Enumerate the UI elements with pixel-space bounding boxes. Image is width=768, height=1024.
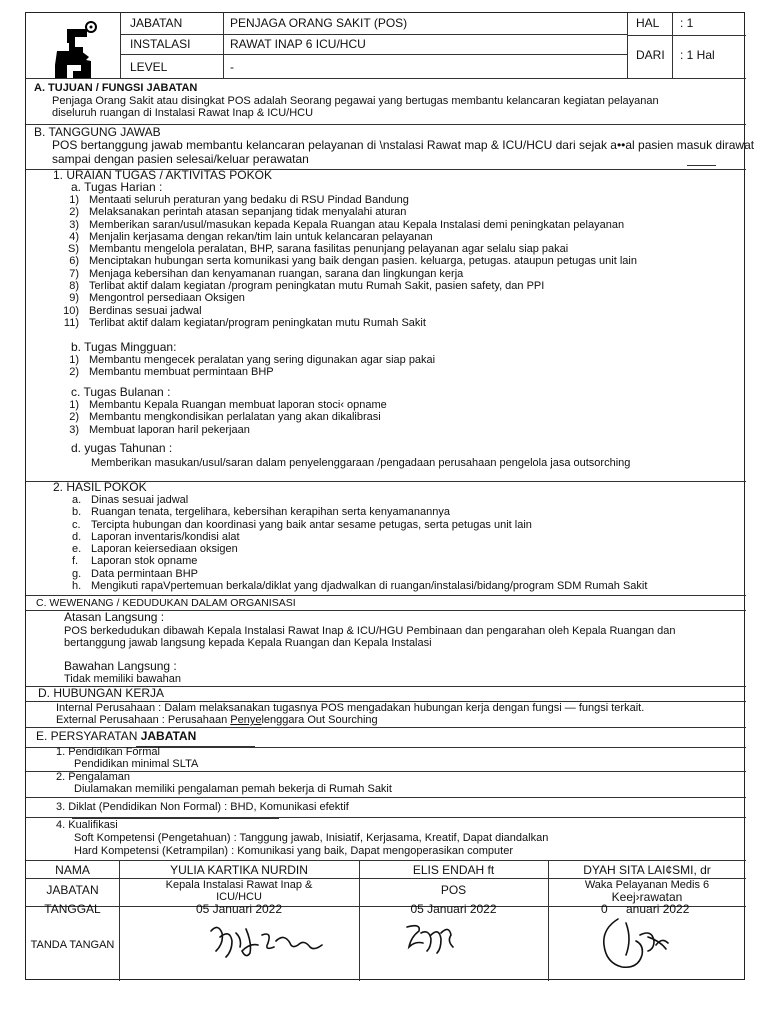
- col3-jabatan-line1: Waka Pelayanan Medis 6: [584, 879, 710, 891]
- pendidikan-formal-title: 1. Pendidikan Formal: [56, 746, 160, 758]
- col3-tanggal-a: 0: [601, 902, 608, 916]
- atasan-langsung-line-2: bertanggung jawab langsung kepada Kepala Ruangan dan Kepala Instalasi: [64, 637, 432, 649]
- uraian-tugas-title: 1. URAIAN TUGAS / AKTIVITAS POKOK: [53, 168, 272, 182]
- col1-jabatan-line2: ICU/HCU: [216, 891, 262, 903]
- list-item-text: Membantu mengelola peralatan, BHP, sarana fasilitas penunjang pelayanan agar selalu siap pakai: [89, 243, 569, 256]
- list-item-text: Membantu membuat permintaan BHP: [89, 366, 274, 379]
- col3-tanggal-b: anuari 2022: [626, 902, 690, 916]
- list-item-text: Membuat laporan haril pekerjaan: [89, 423, 250, 436]
- col1-jabatan-line1: Kepala Instalasi Rawat Inap &: [165, 879, 313, 891]
- atasan-langsung-line-1: POS berkedudukan dibawah Kepala Instalasi Rawat Inap & ICU/HGU Pembinaan dan pengarahan oleh Kepala Ruangan dan: [64, 625, 676, 637]
- list-item-text: Terlibat aktif dalam kegiatan /program peningkatan mutu Rumah Sakit, pasien safety, dan PPI: [89, 280, 545, 293]
- jabatan-value: PENJAGA ORANG SAKIT (POS): [230, 16, 408, 30]
- list-item-text: Menciptakan hubungan serta komunikasi yang baik dengan pasien. keluarga, petugas. ataupun petugas unit lain: [89, 255, 637, 268]
- list-item-text: Laporan inventaris/kondisi alat: [91, 530, 240, 543]
- list-item-marker: 8): [69, 280, 79, 293]
- section-e-title: E. PERSYARATAN JABATAN: [36, 729, 197, 743]
- instalasi-label: INSTALASI: [130, 37, 191, 51]
- hospital-logo-icon: [45, 21, 103, 79]
- col2-jabatan: POS: [440, 883, 467, 897]
- list-item-marker: 2): [69, 366, 79, 379]
- nama-label: NAMA: [55, 863, 90, 877]
- list-item: [52, 411, 387, 423]
- list-item-marker: c.: [72, 518, 81, 531]
- tanggung-jawab-line-2: sampai dengan pasien selesai/keluar perawatan: [52, 152, 309, 166]
- tujuan-line-2: diseluruh ruangan di Instalasi Rawat Inap & ICU/HCU: [52, 107, 314, 119]
- tugas-harian-list: [52, 194, 637, 329]
- list-item: [52, 255, 637, 267]
- list-item-marker: 1): [69, 354, 79, 366]
- tugas-bulanan-title: c. Tugas Bulanan :: [71, 385, 171, 399]
- list-item: [52, 354, 435, 366]
- list-item-text: Memberikan saran/usul/masukan kepada Kepala Ruangan atau Kepala Instalasi demi peningkatan pelayanan: [89, 218, 625, 231]
- list-item-marker: 11): [63, 316, 79, 329]
- list-item-text: Membantu mengecek peralatan yang sering digunakan agar siap pakai: [89, 354, 436, 366]
- list-item: [52, 366, 435, 378]
- tanggung-jawab-line-1: POS bertanggung jawab membantu kelancaran pelayanan di \nstalasi Rawat map & ICU/HCU dari sejak a••al pasien masuk dirawat: [52, 138, 755, 152]
- pengalaman-text: Diulamakan memiliki pengalaman pemah bekerja di Rumah Sakit: [74, 783, 392, 795]
- list-item-marker: 3): [69, 423, 79, 436]
- list-item-text: Tercipta hubungan dan koordinasi yang baik antar sesame petugas, serta petugas unit lain: [91, 518, 532, 531]
- col1-nama: YULIA KARTIKA NURDIN: [170, 863, 308, 877]
- section-b-title: B. TANGGUNG JAWAB: [34, 125, 161, 139]
- list-item: [52, 231, 637, 243]
- hasil-pokok-title: 2. HASIL POKOK: [53, 480, 147, 494]
- jabatan-sign-label: JABATAN: [46, 883, 99, 897]
- list-item-text: Dinas sesuai jadwal: [91, 494, 189, 506]
- tanggal-label: TANGGAL: [44, 902, 101, 916]
- list-item-marker: 1): [69, 194, 79, 206]
- list-item-text: Melaksanakan perintah atasan sepanjang tidak menyalahi aturan: [89, 206, 407, 219]
- list-item-marker: e.: [72, 543, 82, 556]
- list-item: [52, 317, 637, 329]
- tujuan-line-1: Penjaga Orang Sakit atau disingkat POS adalah Seorang pegawai yang bertugas membantu kelancaran kegiatan pelayanan: [52, 95, 659, 107]
- signature-2-image: [401, 919, 461, 959]
- list-item: [52, 305, 637, 317]
- tugas-mingguan-title: b. Tugas Mingguan:: [71, 340, 177, 354]
- jabatan-label: JABATAN: [130, 16, 183, 30]
- tugas-tahunan-text: Memberikan masukan/usul/saran dalam penyelenggaraan /pengadaan perusahaan pengelola jasa outsorching: [91, 457, 631, 469]
- list-item-text: Membantu Kepala Ruangan membuat laporan stoci‹ opname: [89, 399, 387, 411]
- list-item-marker: f.: [72, 555, 79, 568]
- list-item-text: Membantu mengkondisikan perlalatan yang akan dikalibrasi: [89, 411, 381, 424]
- signature-1-image: [206, 921, 331, 961]
- list-item-marker: 1): [69, 399, 79, 411]
- col2-tanggal: 05 Januari 2022: [410, 902, 497, 916]
- list-item-marker: g.: [72, 567, 82, 580]
- list-item-text: Laporan keiersediaan oksigen: [91, 543, 238, 556]
- list-item: [52, 206, 637, 218]
- diklat-text: 3. Diklat (Pendidikan Non Formal) : BHD, Komunikasi efektif: [56, 801, 349, 813]
- list-item-marker: b.: [72, 506, 82, 519]
- dari-label: DARI: [636, 48, 665, 62]
- list-item-text: Terlibat aktif dalam kegiatan/program peningkatan mutu Rumah Sakit: [89, 316, 426, 329]
- level-label: LEVEL: [130, 60, 168, 74]
- list-item-text: Menjaga kebersihan dan kenyamanan ruangan, sarana dan lingkungan kerja: [89, 267, 464, 280]
- list-item: [52, 219, 637, 231]
- list-item: [52, 243, 637, 255]
- list-item: [72, 543, 647, 555]
- list-item-marker: 4): [69, 230, 79, 243]
- list-item-marker: 2): [69, 206, 79, 219]
- tugas-tahunan-title: d. yugas Tahunan :: [71, 441, 173, 455]
- instalasi-value: RAWAT INAP 6 ICU/HCU: [230, 37, 366, 51]
- list-item-marker: S): [68, 243, 79, 256]
- kualifikasi-title: 4. Kualifikasi: [56, 819, 118, 831]
- internal-perusahaan: Internal Perusahaan : Dalam melaksanakan tugasnya POS mengadakan hubungan kerja dengan fungsi — fungsi terkait.: [56, 702, 645, 714]
- list-item: [52, 194, 637, 206]
- list-item: [72, 580, 647, 592]
- list-item-text: Menjalin kerjasama dengan rekan/tim lain untuk kelancaran pelayanan: [89, 230, 433, 243]
- list-item-marker: 7): [69, 267, 79, 280]
- atasan-langsung-title: Atasan Langsung :: [64, 610, 165, 624]
- list-item-marker: d.: [72, 530, 82, 543]
- tanda-tangan-label: TANDA TANGAN: [30, 939, 115, 951]
- pendidikan-formal-text: Pendidikan minimal SLTA: [74, 758, 199, 770]
- hal-label: HAL: [636, 16, 660, 30]
- signature-3-image: [596, 915, 676, 973]
- list-item: [52, 292, 637, 304]
- col3-nama: DYAH SITA LAI¢SMI, dr: [583, 863, 711, 877]
- list-item: [72, 531, 647, 543]
- list-item-text: Berdinas sesuai jadwal: [89, 304, 202, 317]
- list-item-marker: 6): [69, 255, 79, 268]
- hard-kompetensi: Hard Kompetensi (Ketrampilan) : Komunikasi yang baik, Dapat mengoperasikan computer: [74, 845, 513, 857]
- list-item: [52, 280, 637, 292]
- soft-kompetensi: Soft Kompetensi (Pengetahuan) : Tanggung jawab, Inisiatif, Kerjasama, Kreatif, Dapat diandalkan: [74, 832, 549, 844]
- bawahan-langsung-title: Bawahan Langsung :: [64, 659, 177, 673]
- list-item-text: Mengikuti rapaVpertemuan berkala/diklat yang djadwalkan di ruangan/instalasi/bidang/program SDM Rumah Sakit: [91, 580, 648, 593]
- list-item-text: Data permintaan BHP: [91, 567, 198, 580]
- col1-tanggal: 05 Januari 2022: [195, 902, 283, 916]
- list-item: [72, 506, 647, 518]
- tugas-mingguan-list: [52, 354, 435, 379]
- list-item: [72, 555, 647, 567]
- external-perusahaan: External Perusahaan : Perusahaan Penyelenggara Out Sourching: [56, 714, 378, 726]
- list-item-text: Mengontrol persediaan Oksigen: [89, 292, 245, 305]
- list-item: [72, 494, 647, 506]
- tugas-harian-title: a. Tugas Harian :: [71, 180, 163, 194]
- list-item-marker: 3): [69, 218, 79, 231]
- list-item: [52, 268, 637, 280]
- hasil-pokok-list: [72, 494, 647, 592]
- level-value: -: [230, 60, 234, 74]
- list-item-marker: 2): [69, 411, 79, 424]
- section-d-title: D. HUBUNGAN KERJA: [38, 686, 165, 700]
- list-item: [72, 519, 647, 531]
- dari-value: : 1 Hal: [680, 48, 715, 62]
- list-item: [52, 399, 387, 411]
- list-item-marker: h.: [72, 580, 82, 593]
- hal-value: : 1: [680, 16, 694, 30]
- tugas-bulanan-list: [52, 399, 387, 436]
- list-item: [72, 568, 647, 580]
- section-c-title: C. WEWENANG / KEDUDUKAN DALAM ORGANISASI: [36, 597, 296, 609]
- pengalaman-title: 2. Pengalaman: [56, 771, 130, 783]
- list-item-marker: a.: [72, 494, 82, 506]
- list-item-text: Laporan stok opname: [91, 555, 198, 568]
- section-a-title: A. TUJUAN / FUNGSI JABATAN: [34, 82, 198, 94]
- job-description-document: [25, 12, 755, 980]
- list-item-text: Mentaati seluruh peraturan yang bedaku di RSU Pindad Bandung: [89, 194, 409, 206]
- list-item-marker: 10): [63, 304, 79, 317]
- list-item-marker: 9): [69, 292, 79, 305]
- bawahan-langsung-text: Tidak memiliki bawahan: [64, 673, 181, 685]
- col3-jabatan-line2: Keej›rawatan: [611, 890, 683, 904]
- list-item-text: Ruangan tenata, tergelihara, kebersihan kerapihan serta kenyamanannya: [91, 506, 450, 519]
- col2-nama: ELIS ENDAH ft: [412, 863, 495, 877]
- list-item: [52, 424, 387, 436]
